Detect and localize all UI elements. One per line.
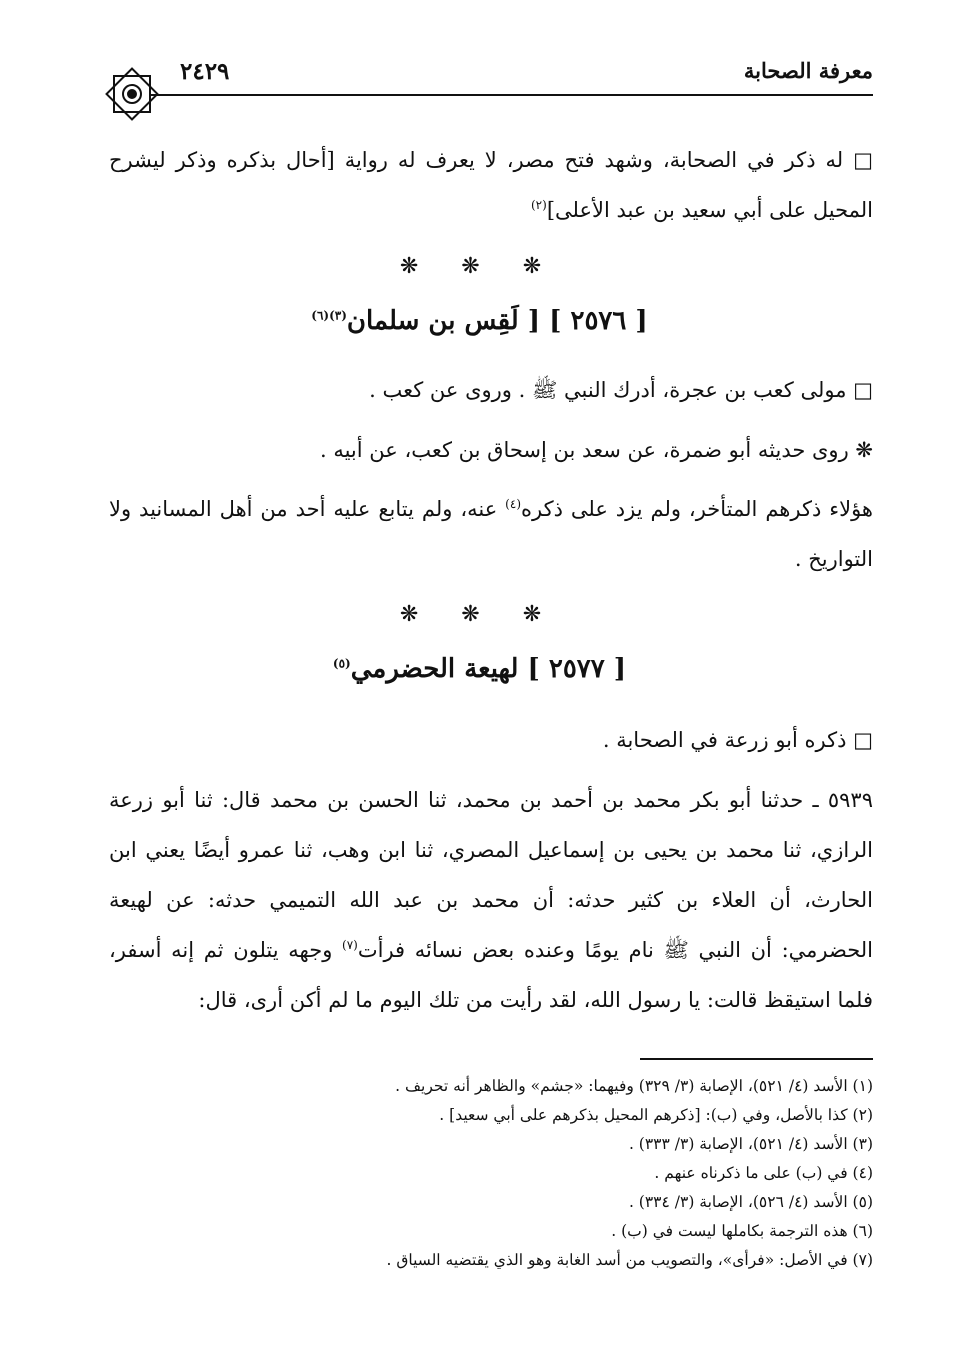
footnote-2: (٢) كذا بالأصل، وفي (ب): [ذكرهم المحيل بذكرهم على أبي سعيد] .	[439, 1106, 873, 1124]
header-rule	[150, 94, 873, 96]
footnote-ref: (٣)(٦)	[311, 308, 347, 323]
paragraph-text: عنه، ولم يتابع عليه أحد من أهل المسانيد ولا التواريخ .	[109, 497, 873, 571]
paragraph-hadith-5939	[109, 775, 873, 1025]
page-number: ٢٤٢٩	[180, 58, 230, 85]
footnote-5: (٥) الأسد (٤/ ٥٢٦)، الإصابة (٣/ ٣٣٤) .	[628, 1193, 873, 1211]
footnote-1: (١) الأسد (٤/ ٥٢١)، الإصابة (٣/ ٣٢٩) وفيهما: «جشم» والظاهر أنه تحريف .	[395, 1077, 873, 1095]
entry-heading-2576	[0, 306, 959, 336]
footnote-7: (٧) في الأصل: «فرأى»، والتصويب من أسد الغابة وهو الذي يقتضيه السياق .	[386, 1251, 873, 1269]
paragraph-intro	[109, 135, 873, 235]
paragraph-comment	[109, 484, 873, 584]
footnote-4: (٤) في (ب) على ما ذكرناه عنهم .	[654, 1164, 873, 1182]
footnote-ref: (٢)	[530, 198, 547, 212]
paragraph-abu-zura: □ ذكره أبو زرعة في الصحابة .	[602, 728, 873, 752]
footnote-ref: (٤)	[505, 497, 521, 511]
paragraph-riwaya: ❋ روى حديثه أبو ضمرة، عن سعد بن إسحاق بن كعب، عن أبيه .	[319, 438, 873, 462]
paragraph-text: □ له ذكر في الصحابة، وشهد فتح مصر، لا يعرف له رواية [أحال بذكره وذكر ليشرح المحيل على أبي سعيد بن عبد الأعلى]	[109, 148, 873, 222]
section-divider: ❋ ❋ ❋	[399, 602, 560, 627]
footnote-ref: (٥)	[332, 656, 351, 671]
entry-heading-2577	[0, 654, 959, 684]
paragraph-text: وجهه يتلون ثم إنه أسفر، فلما استيقظ قالت: يا رسول الله، لقد رأيت من تلك اليوم ما لم أكن أرى، قال:	[109, 938, 873, 1012]
running-title: معرفة الصحابة	[743, 58, 873, 83]
footnote-ref: (٧)	[342, 938, 358, 952]
star-ornament-icon	[100, 62, 164, 126]
heading-text: [ ٢٥٧٧ ] لهيعة الحضرمي	[350, 654, 627, 684]
footnote-6: (٦) هذه الترجمة بكاملها ليست في (ب) .	[611, 1222, 873, 1240]
heading-text: [ ٢٥٧٦ ] [ لَقِس بن سلمان	[346, 306, 648, 336]
paragraph-mawla: □ مولى كعب بن عجرة، أدرك النبي ﷺ . وروى عن كعب .	[369, 378, 873, 402]
paragraph-text: ٥٩٣٩ ـ حدثنا أبو بكر محمد بن أحمد بن محمد، ثنا الحسن بن محمد قال: ثنا أبو زرعة الرازي، ثنا محمد بن يحيى بن إسماعيل المصري، ثنا ابن وهب، ثنا عمرو أيضًا يعني ابن الحارث، أن العلاء بن كثير حدثه: أن محمد بن عبد الله التميمي حدثه: عن لهيعة الحضرمي: أن النبي ﷺ نام يومًا وعنده بعض نسائه فرأت	[109, 788, 873, 962]
footnote-3: (٣) الأسد (٤/ ٥٢١)، الإصابة (٣/ ٣٣٣) .	[628, 1135, 873, 1153]
section-divider: ❋ ❋ ❋	[399, 254, 560, 279]
paragraph-text: هؤلاء ذكرهم المتأخر، ولم يزد على ذكره	[521, 497, 874, 521]
footnote-rule	[640, 1058, 873, 1060]
